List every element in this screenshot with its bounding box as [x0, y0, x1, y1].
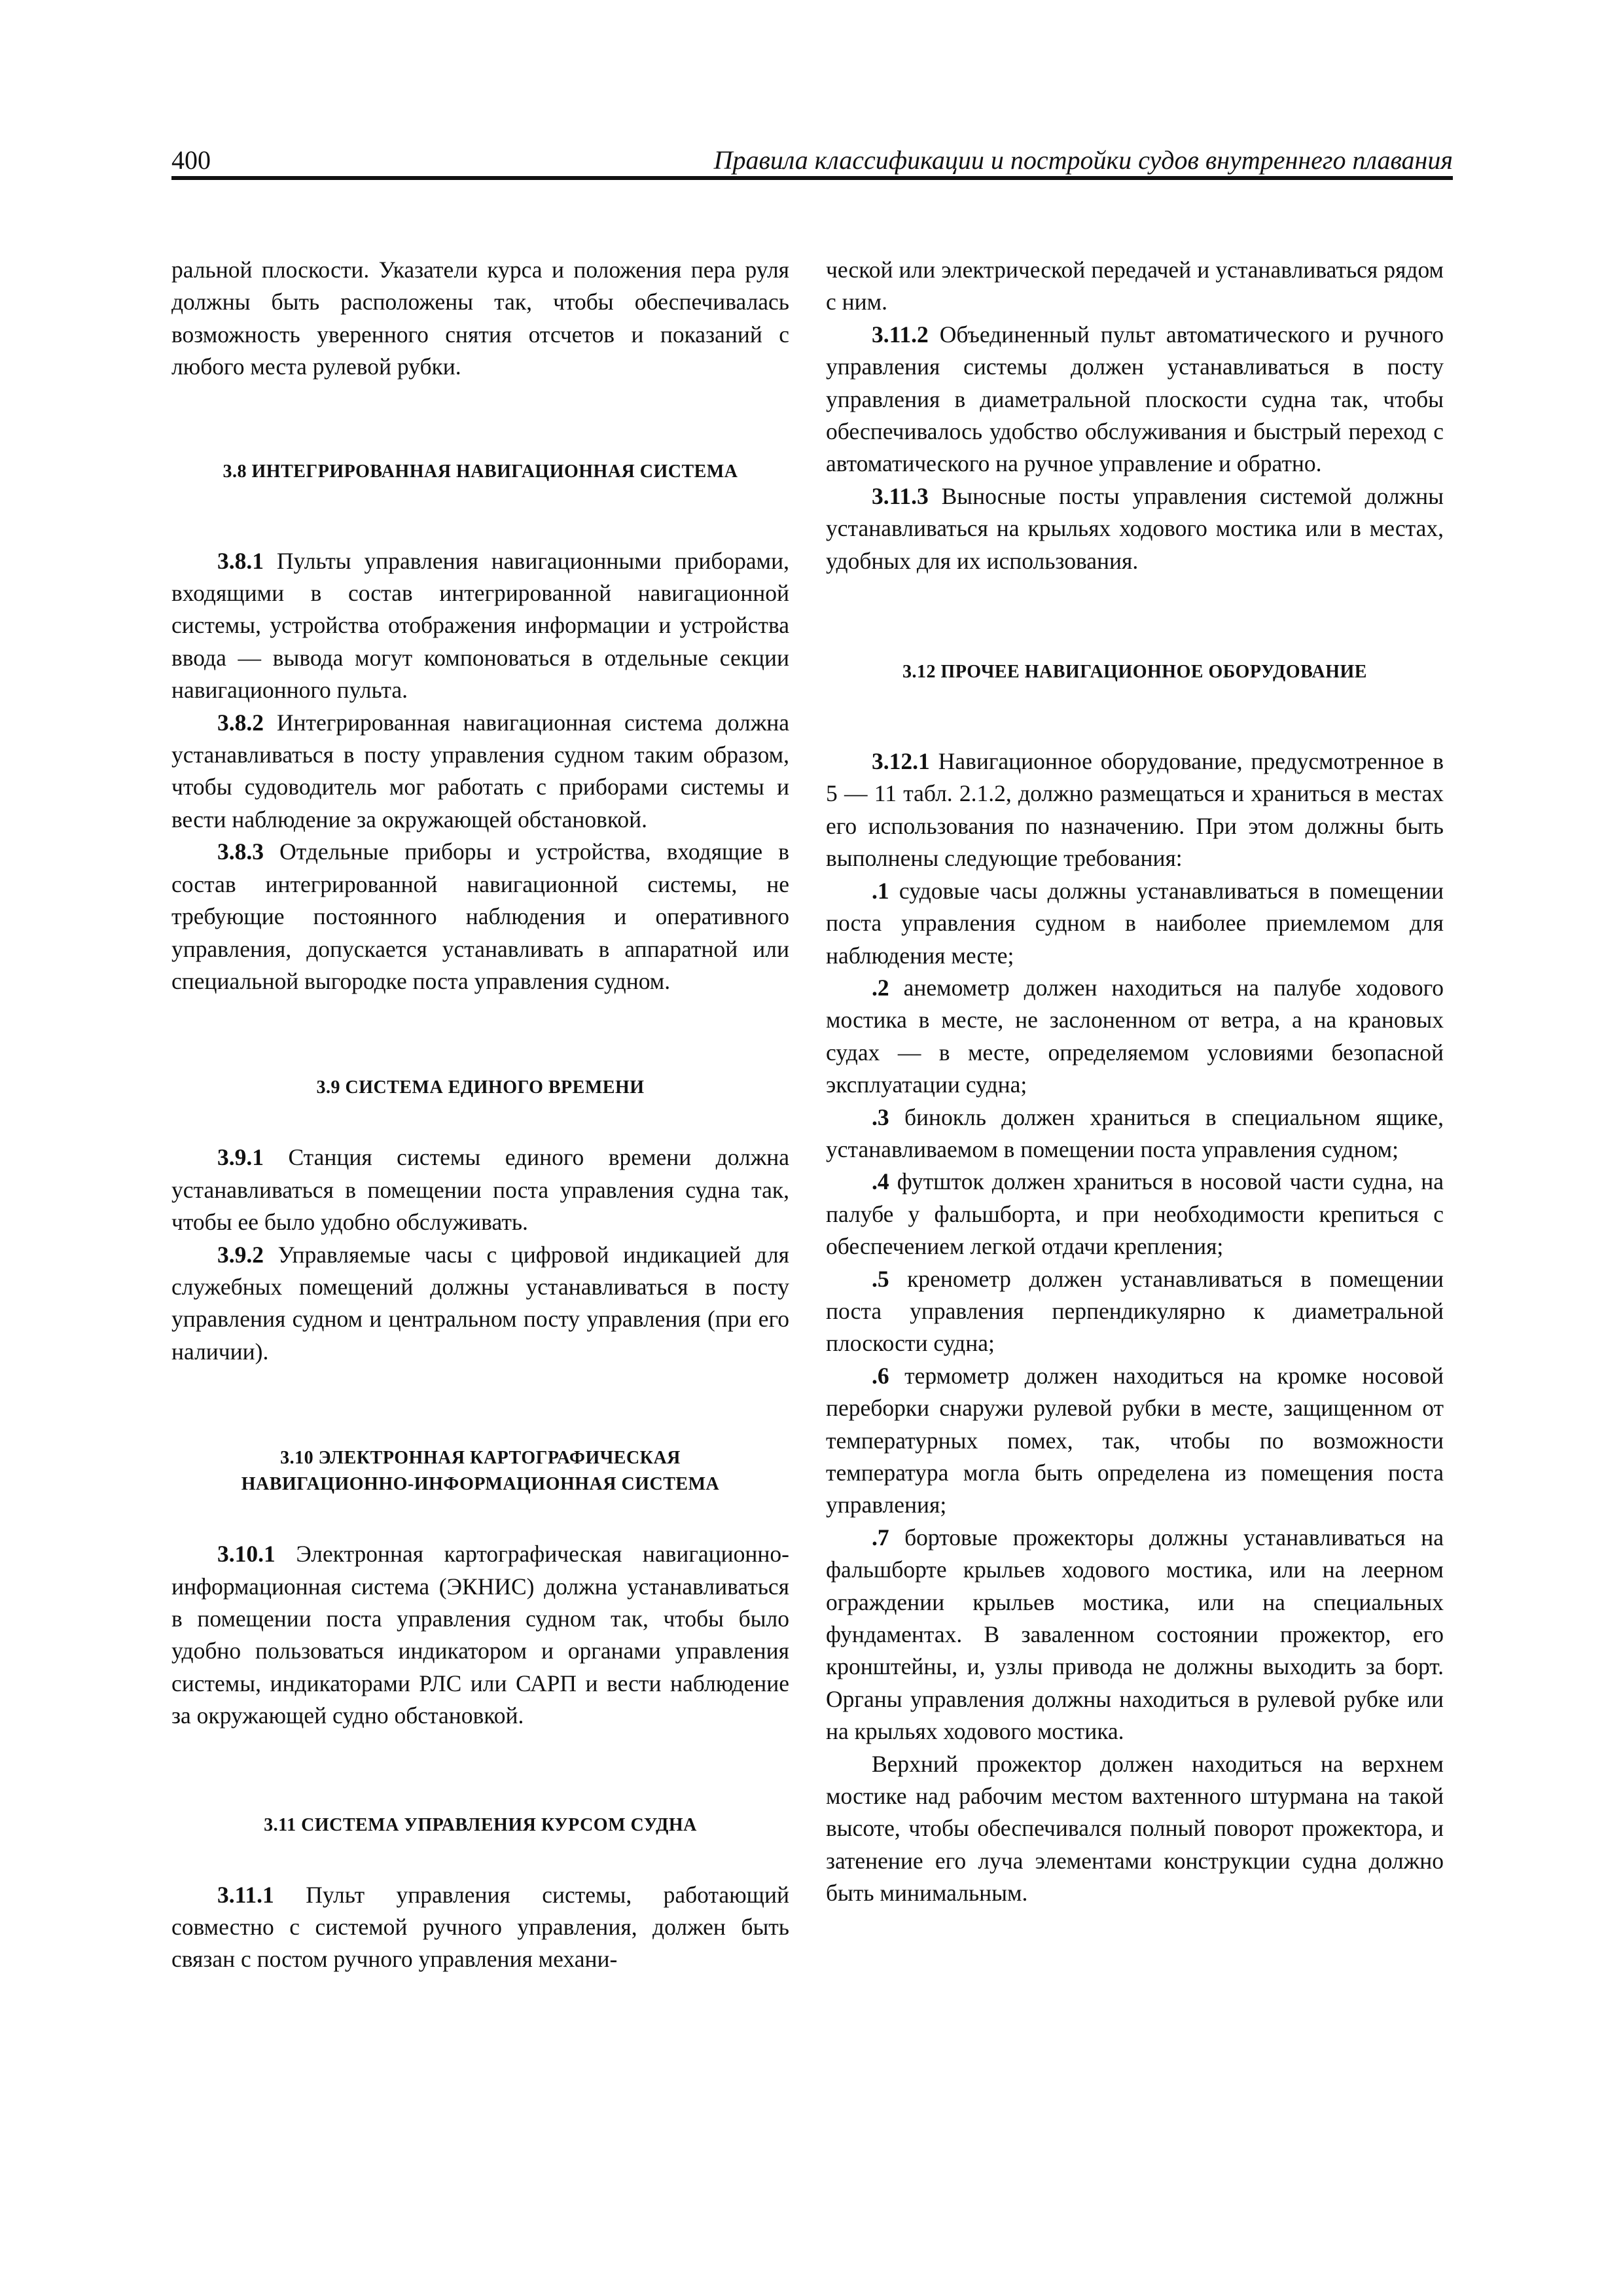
- item-number: .6: [872, 1362, 889, 1389]
- clause-number: 3.9.2: [217, 1241, 264, 1268]
- paragraph-text: ческой или электрической передачей и устанавливаться рядом с ним.: [826, 257, 1444, 315]
- item-number: .5: [872, 1265, 889, 1292]
- right-column: [826, 254, 1444, 1910]
- clause-number: 3.8.3: [217, 838, 264, 865]
- section-heading-3-10: [171, 1445, 789, 1498]
- item-number: .1: [872, 877, 889, 904]
- paragraph-text: Пульт управления системы, работающий совместно с системой ручного управления, должен быть связан с постом ручного управления механи-: [171, 1881, 789, 1973]
- section-heading-3-11: 3.11 СИСТЕМА УПРАВЛЕНИЯ КУРСОМ СУДНА: [264, 1814, 697, 1835]
- list-item-3: [826, 1102, 1444, 1166]
- paragraph-text: Пульты управления навигационными приборами, входящими в состав интегрированной навигационной системы, устройства отображения информации и устройства ввода — вывода могут компоноваться в отдельные секции навигационного пульта.: [171, 547, 789, 704]
- item-text: анемометр должен находиться на палубе ходового мостика в месте, не заслоненном от ветра, а на крановых судах — в месте, определяемом условиями безопасной эксплуатации судна;: [826, 974, 1444, 1098]
- paragraph-3-8-2: [171, 707, 789, 836]
- header-rule: [171, 176, 1453, 180]
- item-text: судовые часы должны устанавливаться в помещении поста управления судном в наиболее приемлемом для наблюдения месте;: [826, 877, 1444, 969]
- list-item-7: [826, 1522, 1444, 1748]
- paragraph-3-11-3: [826, 480, 1444, 577]
- paragraph-text: ральной плоскости. Указатели курса и положения пера руля должны быть расположены так, чтобы обеспечивалась возможность уверенного снятия отсчетов и показаний с любого места рулевой рубки.: [171, 257, 789, 380]
- clause-number: 3.9.1: [217, 1144, 264, 1171]
- item-text: бортовые прожекторы должны устанавливаться на фальшборте крыльев ходового мостика, или на леерном ограждении крыльев мостика, или на специальных фундаментах. В заваленном состоянии прожектор, его кронштейны, и, узлы привода не должны выходить за борт. Органы управления должны находиться в рулевой рубке или на крыльях ходового мостика.: [826, 1524, 1444, 1745]
- paragraph-text: Объединенный пульт автоматического и ручного управления системы должен устанавливаться в посту управления в диаметральной плоскости судна так, чтобы обеспечивалось удобство обслуживания и быстрый переход с автоматического на ручное управление и обратно.: [826, 321, 1444, 477]
- item-text: футшток должен храниться в носовой части судна, на палубе у фальшборта, и при необходимости крепиться с обеспечением легкой отдачи крепления;: [826, 1168, 1444, 1260]
- item-number: .7: [872, 1524, 889, 1551]
- item-number: .3: [872, 1103, 889, 1130]
- page-header: [171, 141, 1453, 180]
- paragraph-text: Верхний прожектор должен находиться на верхнем мостике над рабочим местом вахтенного штурмана на такой высоте, чтобы обеспечивался полный поворот прожектора, и затенение его луча элементами конструкции судна должно быть минимальным.: [826, 1750, 1444, 1907]
- paragraph-3-8-3: [171, 836, 789, 997]
- list-item-6: [826, 1360, 1444, 1522]
- item-number: .2: [872, 974, 889, 1001]
- clause-number: 3.11.2: [872, 321, 929, 348]
- paragraph-3-10-1: [171, 1538, 789, 1732]
- clause-number: 3.11.1: [217, 1881, 274, 1908]
- paragraph-text: Станция системы единого времени должна устанавливаться в помещении поста управления судна так, чтобы ее было удобно обслуживать.: [171, 1144, 789, 1236]
- item-text: термометр должен находиться на кромке носовой переборки снаружи рулевой рубки в месте, защищенном от температурных помех, так, чтобы по возможности температура могла быть определена из помещения поста управления;: [826, 1362, 1444, 1518]
- paragraph-text: Выносные посты управления системой должны устанавливаться на крыльях ходового мостика или в местах, удобных для их использования.: [826, 482, 1444, 574]
- heading-line: НАВИГАЦИОННО-ИНФОРМАЦИОННАЯ СИСТЕМА: [241, 1474, 720, 1495]
- clause-number: 3.12.1: [872, 748, 930, 775]
- item-text: кренометр должен устанавливаться в помещении поста управления перпендикулярно к диаметральной плоскости судна;: [826, 1265, 1444, 1357]
- clause-number: 3.8.2: [217, 709, 264, 736]
- list-item-4: [826, 1166, 1444, 1263]
- section-heading-3-9: 3.9 СИСТЕМА ЕДИНОГО ВРЕМЕНИ: [316, 1077, 645, 1098]
- paragraph-3-9-2: [171, 1239, 789, 1369]
- item-text: бинокль должен храниться в специальном ящике, устанавливаемом в помещении поста управления судном;: [826, 1103, 1444, 1162]
- paragraph-3-11-2: [826, 319, 1444, 480]
- list-item-1: [826, 875, 1444, 972]
- section-heading-3-8: 3.8 ИНТЕГРИРОВАННАЯ НАВИГАЦИОННАЯ СИСТЕМА: [223, 461, 738, 482]
- paragraph-upper-searchlight: [826, 1748, 1444, 1910]
- heading-line: 3.10 ЭЛЕКТРОННАЯ КАРТОГРАФИЧЕСКАЯ: [280, 1448, 681, 1469]
- running-title: Правила классификации и постройки судов внутреннего плавания: [713, 145, 1453, 175]
- continued-paragraph: [826, 254, 1444, 319]
- list-item-5: [826, 1263, 1444, 1360]
- paragraph-text: Управляемые часы с цифровой индикацией для служебных помещений должны устанавливаться в посту управления судном и центральном посту управления (при его наличии).: [171, 1241, 789, 1365]
- paragraph-text: Интегрированная навигационная система должна устанавливаться в посту управления судном таким образом, чтобы судоводитель мог работать с приборами системы и вести наблюдение за окружающей обстановкой.: [171, 709, 789, 833]
- paragraph-3-9-1: [171, 1141, 789, 1238]
- paragraph-text: Отдельные приборы и устройства, входящие в состав интегрированной навигационной системы, не требующие постоянного наблюдения и оперативного управления, допускается устанавливать в аппаратной или специальной выгородке поста управления судном.: [171, 838, 789, 994]
- item-number: .4: [872, 1168, 889, 1195]
- clause-number: 3.8.1: [217, 547, 264, 574]
- page-number: 400: [171, 145, 211, 175]
- list-item-2: [826, 972, 1444, 1102]
- left-column: [171, 254, 789, 1976]
- paragraph-3-11-1: [171, 1879, 789, 1976]
- paragraph-3-8-1: [171, 545, 789, 707]
- clause-number: 3.11.3: [872, 482, 929, 509]
- paragraph-3-12-1: [826, 745, 1444, 875]
- section-heading-3-12: 3.12 ПРОЧЕЕ НАВИГАЦИОННОЕ ОБОРУДОВАНИЕ: [902, 662, 1367, 683]
- clause-number: 3.10.1: [217, 1541, 276, 1568]
- paragraph-text: Электронная картографическая навигационно-информационная система (ЭКНИС) должна устанавливаться в помещении поста управления судном так, чтобы было удобно пользоваться индикатором и органами управления системы, индикаторами РЛС или САРП и вести наблюдение за окружающей судно обстановкой.: [171, 1541, 789, 1729]
- paragraph-text: Навигационное оборудование, предусмотренное в 5 — 11 табл. 2.1.2, должно размещаться и храниться в местах его использования по назначению. При этом должны быть выполнены следующие требования:: [826, 748, 1444, 872]
- continued-paragraph: [171, 254, 789, 384]
